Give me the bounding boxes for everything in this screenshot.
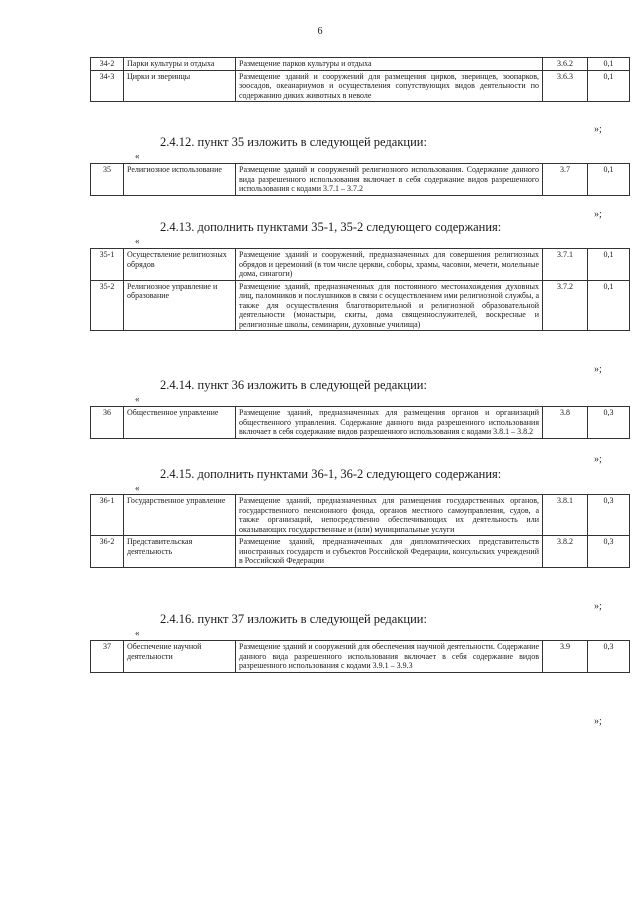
table-row [91, 164, 630, 196]
zoning-table-top [90, 57, 630, 102]
section-heading: 2.4.12. пункт 35 изложить в следующей редакции: [160, 135, 427, 149]
zoning-table-35 [90, 163, 630, 196]
table-row [91, 495, 630, 536]
opening-quote: « [135, 236, 140, 246]
table-row [91, 407, 630, 439]
use-description: Размещение зданий, предназначенных для дипломатических представительств иностранных государств и субъектов Российской Федерации, консульских учреждений в Российской Федерации [236, 536, 543, 568]
section-heading: 2.4.16. пункт 37 изложить в следующей редакции: [160, 612, 427, 626]
row-number: 35 [91, 164, 124, 196]
row-number: 35-2 [91, 280, 124, 331]
coefficient-value: 0,1 [588, 280, 630, 331]
coefficient-value: 0,3 [588, 641, 630, 673]
use-description: Размещение зданий и сооружений, предназначенных для совершения религиозных обрядов и церемоний (в том числе церкви, соборы, храмы, часовни, мечети, молельные дома, синагоги) [236, 249, 543, 281]
use-description: Размещение зданий и сооружений религиозного использования. Содержание данного вида разрешенного использования включает в себя содержание видов разрешенного использования с кодами 3.7.1 – 3.7.2 [236, 164, 543, 196]
page-number: 6 [317, 26, 323, 37]
use-code: 3.8.1 [543, 495, 588, 536]
row-number: 36-2 [91, 536, 124, 568]
section-heading: 2.4.15. дополнить пунктами 36-1, 36-2 следующего содержания: [160, 467, 502, 481]
use-name: Парки культуры и отдыха [124, 58, 236, 71]
table-row [91, 641, 630, 673]
zoning-table-37 [90, 640, 630, 673]
closing-quote: »; [594, 454, 602, 465]
closing-quote: »; [594, 209, 602, 220]
opening-quote: « [135, 394, 140, 404]
use-name: Общественное управление [124, 407, 236, 439]
coefficient-value: 0,1 [588, 164, 630, 196]
zoning-table-35-x [90, 248, 630, 331]
table-row [91, 70, 630, 102]
use-code: 3.7 [543, 164, 588, 196]
zoning-table-36 [90, 406, 630, 439]
use-name: Обеспечение научной деятельности [124, 641, 236, 673]
use-code: 3.6.3 [543, 70, 588, 102]
opening-quote: « [135, 151, 140, 161]
opening-quote: « [135, 628, 140, 638]
use-description: Размещение зданий, предназначенных для размещения органов и организаций общественного управления. Содержание данного вида разрешенного использования включает в себя содержание видов разрешенного использования с кодами 3.8.1 – 3.8.2 [236, 407, 543, 439]
coefficient-value: 0,1 [588, 249, 630, 281]
row-number: 36 [91, 407, 124, 439]
use-description: Размещение зданий и сооружений для размещения цирков, зверинцев, зоопарков, зоосадов, океанариумов и осуществления сопутствующих видов деятельности по содержанию диких животных в неволе [236, 70, 543, 102]
use-description: Размещение парков культуры и отдыха [236, 58, 543, 71]
use-code: 3.7.2 [543, 280, 588, 331]
row-number: 35-1 [91, 249, 124, 281]
row-number: 36-1 [91, 495, 124, 536]
section-heading: 2.4.13. дополнить пунктами 35-1, 35-2 следующего содержания: [160, 220, 502, 234]
use-name: Цирки и зверинцы [124, 70, 236, 102]
use-description: Размещение зданий, предназначенных для размещения государственных органов, государственного пенсионного фонда, органов местного самоуправления, судов, а также организаций, непосредственно обеспечивающих их деятельность или оказывающих государственные и (или) муниципальные услуги [236, 495, 543, 536]
table-row [91, 249, 630, 281]
use-description: Размещение зданий, предназначенных для постоянного местонахождения духовных лиц, паломников и послушников в связи с осуществлением ими религиозной службы, а также для осуществления благотворительной и религиозной образовательной деятельности (монастыри, скиты, дома священнослужителей, воскресные и религиозные школы, семинарии, духовные училища) [236, 280, 543, 331]
use-code: 3.8 [543, 407, 588, 439]
row-number: 34-2 [91, 58, 124, 71]
use-description: Размещение зданий и сооружений для обеспечения научной деятельности. Содержание данного вида разрешенного использования включает в себя содержание видов разрешенного использования с кодами 3.9.1 – 3.9.3 [236, 641, 543, 673]
use-code: 3.7.1 [543, 249, 588, 281]
section-heading: 2.4.14. пункт 36 изложить в следующей редакции: [160, 378, 427, 392]
closing-quote: »; [594, 124, 602, 135]
table-row [91, 536, 630, 568]
use-code: 3.9 [543, 641, 588, 673]
closing-quote: »; [594, 716, 602, 727]
use-name: Представительская деятельность [124, 536, 236, 568]
use-name: Религиозное управление и образование [124, 280, 236, 331]
zoning-table-36-x [90, 494, 630, 568]
closing-quote: »; [594, 364, 602, 375]
row-number: 37 [91, 641, 124, 673]
row-number: 34-3 [91, 70, 124, 102]
coefficient-value: 0,3 [588, 536, 630, 568]
table-row [91, 280, 630, 331]
coefficient-value: 0,1 [588, 58, 630, 71]
opening-quote: « [135, 483, 140, 493]
coefficient-value: 0,1 [588, 70, 630, 102]
use-name: Религиозное использование [124, 164, 236, 196]
coefficient-value: 0,3 [588, 407, 630, 439]
closing-quote: »; [594, 601, 602, 612]
table-row [91, 58, 630, 71]
coefficient-value: 0,3 [588, 495, 630, 536]
use-name: Осуществление религиозных обрядов [124, 249, 236, 281]
use-name: Государственное управление [124, 495, 236, 536]
use-code: 3.6.2 [543, 58, 588, 71]
use-code: 3.8.2 [543, 536, 588, 568]
